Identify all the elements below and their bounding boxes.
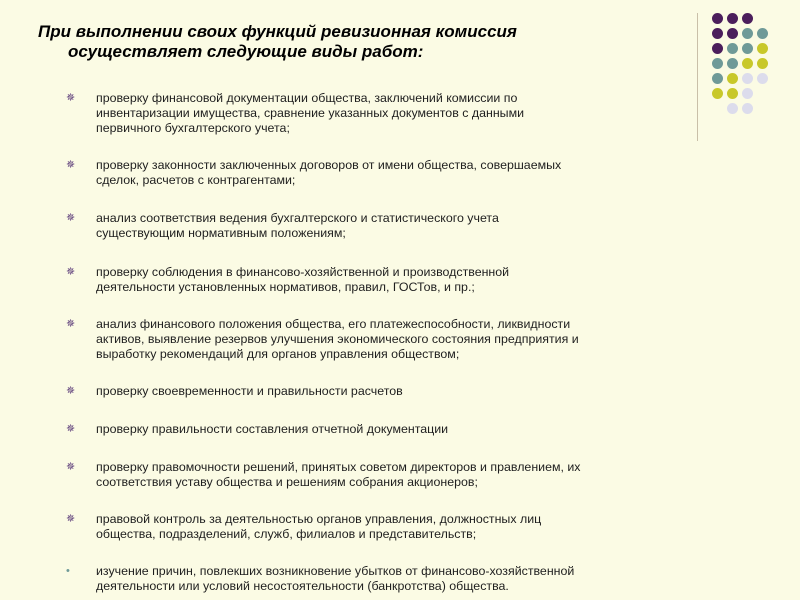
bullet-item [66, 91, 726, 136]
bullet-text: анализ соответствия ведения бухгалтерского и статистического учета существующим нормативным положениям; [96, 211, 499, 240]
bullet-item [66, 422, 726, 437]
bullet-item [66, 317, 726, 362]
bullet-text: проверку правильности составления отчетной документации [96, 422, 449, 436]
bullet-item [66, 384, 726, 399]
bullet-text: проверку финансовой документации общества, заключений комиссии по инвентаризации имущества, сравнение указанных документов с данными первичного бухгалтерского учета; [96, 91, 525, 135]
slide-title-line-1: При выполнении своих функций ревизионная комиссия [38, 22, 517, 41]
bullet-marker-icon: ✵ [66, 266, 76, 278]
bullet-text: правовой контроль за деятельностью органов управления, должностных лиц общества, подразделений, служб, филиалов и представительств; [96, 512, 542, 541]
slide-title-line-2: осуществляет следующие виды работ: [68, 42, 424, 61]
bullet-text: изучение причин, повлекших возникновение убытков от финансово-хозяйственной деятельности или условий несостоятельности (банкротства) общества. [96, 564, 575, 593]
bullet-marker-icon: ✵ [66, 92, 76, 104]
bullet-item [66, 512, 726, 542]
bullet-item [66, 265, 726, 295]
bullet-item [66, 211, 726, 241]
bullet-marker-icon: ✵ [66, 159, 76, 171]
bullet-text: проверку соблюдения в финансово-хозяйственной и производственной деятельности установленных нормативов, правил, ГОСТов, и пр.; [96, 265, 510, 294]
bullet-text: проверку законности заключенных договоров от имени общества, совершаемых сделок, расчетов с контрагентами; [96, 158, 562, 187]
bullet-marker-icon: ✵ [66, 385, 76, 397]
bullet-text: анализ финансового положения общества, его платежеспособности, ликвидности активов, выявление резервов улучшения экономического состояния предприятия и выработку рекомендаций для органов управления обществом; [96, 317, 579, 361]
bullet-marker-icon: • [66, 565, 70, 577]
bullet-item [66, 564, 726, 594]
bullet-text: проверку своевременности и правильности расчетов [96, 384, 403, 398]
bullet-marker-icon: ✵ [66, 212, 76, 224]
bullet-marker-icon: ✵ [66, 423, 76, 435]
bullet-marker-icon: ✵ [66, 461, 76, 473]
bullet-text: проверку правомочности решений, принятых советом директоров и правлением, их соответствия уставу общества и решениям собрания акционеров; [96, 460, 581, 489]
bullet-item [66, 460, 726, 490]
bullet-marker-icon: ✵ [66, 318, 76, 330]
bullet-item [66, 158, 726, 188]
bullet-marker-icon: ✵ [66, 513, 76, 525]
